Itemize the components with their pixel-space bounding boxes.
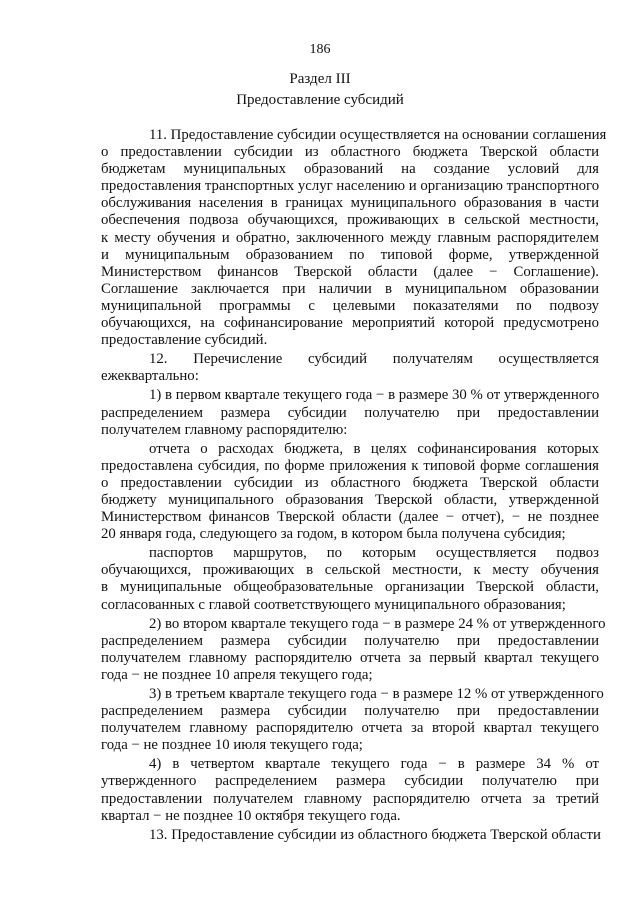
- text-line: получателем главному распорядителю:: [101, 421, 348, 438]
- document-body: [101, 127, 607, 844]
- text-line: получателем главному распорядителю отчета за первый квартал текущего: [101, 649, 599, 666]
- text-line: обучающихся, на софинансирование мероприятий которой предусмотрено: [101, 315, 599, 332]
- text-line: года − не позднее 10 июля текущего года;: [101, 737, 363, 754]
- text-line: предоставлении получателем главному распорядителю отчета за третий: [101, 790, 599, 807]
- text-line: бюджету муниципального образования Тверской области, утвержденной: [101, 491, 599, 508]
- text-line: в муниципальные общеобразовательные организации Тверской области,: [101, 579, 599, 596]
- text-line: обучающихся, проживающих в сельской местности, к месту обучения: [101, 562, 599, 579]
- text-line: к месту обучения и обратно, заключенного между главным распорядителем: [101, 229, 599, 246]
- text-line: предоставлена субсидия, по форме приложения к типовой форме соглашения: [101, 457, 599, 474]
- text-line: обеспечения подвоза обучающихся, проживающих в сельской местности,: [101, 212, 599, 229]
- section-title: Предоставление субсидий: [236, 92, 404, 108]
- text-line: Министерством финансов Тверской области (далее − Соглашение).: [101, 263, 599, 280]
- text-line: 20 января года, следующего за годом, в котором была получена субсидия;: [101, 526, 566, 543]
- text-line: 12. Перечисление субсидий получателям осуществляется: [149, 351, 599, 368]
- text-line: 2) во втором квартале текущего года − в размере 24 % от утвержденного: [149, 615, 606, 632]
- text-line: распределением размера субсидии получателю при предоставлении: [101, 703, 599, 720]
- text-line: обслуживания населения в границах муниципального образования в части: [101, 195, 599, 212]
- text-line: бюджетам муниципальных образований на создание условий для: [101, 161, 599, 178]
- text-line: предоставление субсидий.: [101, 332, 268, 349]
- text-line: 4) в четвертом квартале текущего года − в размере 34 % от: [149, 756, 599, 773]
- page-number: 186: [309, 42, 331, 57]
- text-line: года − не позднее 10 апреля текущего года;: [101, 666, 373, 683]
- text-line: 1) в первом квартале текущего года − в размере 30 % от утвержденного: [149, 387, 600, 404]
- section-heading: Раздел III: [289, 71, 351, 87]
- text-line: квартал − не позднее 10 октября текущего года.: [101, 807, 401, 824]
- text-line: Министерством финансов Тверской области (далее − отчет), − не позднее: [101, 509, 599, 526]
- text-line: и муниципальным образованием по типовой форме, утвержденной: [101, 246, 599, 263]
- text-line: 11. Предоставление субсидии осуществляется на основании соглашения: [149, 127, 607, 143]
- text-line: распределением размера субсидии получателю при предоставлении: [101, 632, 599, 649]
- text-line: утвержденного распределением размера субсидии получателю при: [101, 773, 599, 790]
- text-line: муниципальной программы с целевыми показателями по подвозу: [101, 297, 599, 314]
- text-line: о предоставлении субсидии из областного бюджета Тверской области: [101, 474, 599, 491]
- text-line: 13. Предоставление субсидии из областного бюджета Тверской области: [149, 826, 601, 843]
- text-line: ежеквартально:: [101, 368, 199, 385]
- text-line: Соглашение заключается при наличии в муниципальном образовании: [101, 280, 599, 297]
- text-line: предоставления транспортных услуг населению и организацию транспортного: [101, 178, 600, 195]
- text-line: распределением размера субсидии получателю при предоставлении: [101, 404, 599, 421]
- text-line: паспортов маршрутов, по которым осуществляется подвоз: [149, 545, 599, 562]
- text-line: получателем главному распорядителю отчета за второй квартал текущего: [101, 720, 599, 737]
- text-line: согласованных с главой соответствующего муниципального образования;: [101, 596, 566, 613]
- text-line: отчета о расходах бюджета, в целях софинансирования которых: [149, 440, 599, 457]
- text-line: о предоставлении субсидии из областного бюджета Тверской области: [101, 144, 599, 161]
- text-line: 3) в третьем квартале текущего года − в размере 12 % от утвержденного: [149, 686, 604, 702]
